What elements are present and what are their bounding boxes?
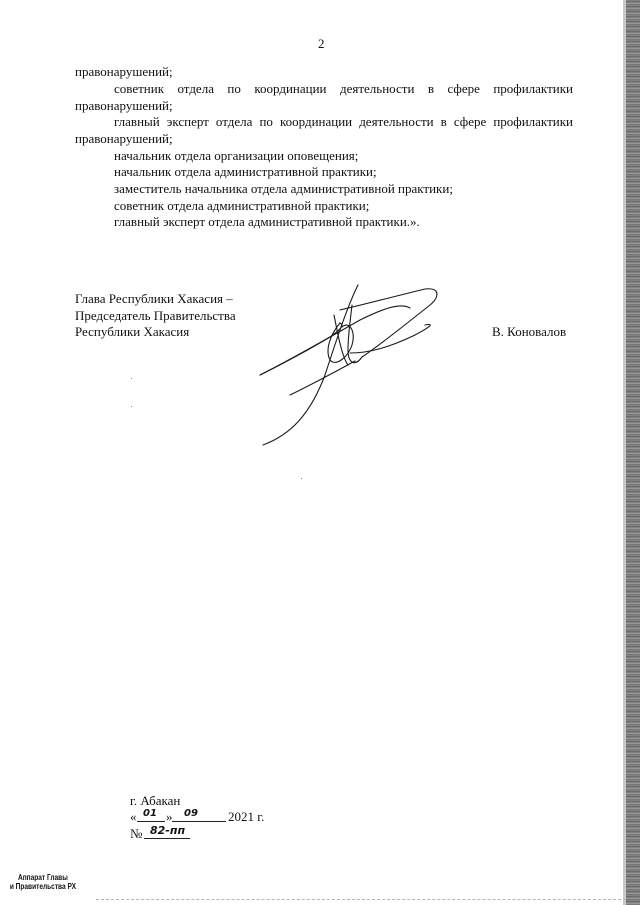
date-day: 01 xyxy=(143,808,157,819)
body-line: начальник отдела организации оповещения; xyxy=(114,148,359,163)
date-month-blank xyxy=(172,821,226,822)
date-close-quote: » xyxy=(166,809,173,824)
handwritten-signature xyxy=(230,275,470,450)
date-year: 2021 г. xyxy=(228,809,265,824)
body-line: начальник отдела административной практики; xyxy=(114,164,377,179)
body-line: правонарушений; xyxy=(75,64,173,79)
number-blank xyxy=(144,838,190,839)
body-line: заместитель начальника отдела административной практики; xyxy=(114,181,453,196)
stamp-line: Аппарат Главы xyxy=(17,873,68,882)
date-month: 09 xyxy=(184,808,198,819)
scan-speck xyxy=(301,478,302,479)
signatory-title-line: Республики Хакасия xyxy=(75,324,190,339)
body-line: главный эксперт отдела по координации деятельности в сфере профилактики xyxy=(114,114,573,129)
body-line: правонарушений; xyxy=(75,131,173,146)
scan-speck xyxy=(131,378,132,379)
date-day-blank xyxy=(137,821,165,822)
number-prefix: № xyxy=(130,826,143,841)
page-number: 2 xyxy=(318,36,325,51)
scan-edge xyxy=(626,0,640,905)
signatory-title-line: Глава Республики Хакасия – xyxy=(75,291,233,306)
body-line: правонарушений; xyxy=(75,98,173,113)
city: г. Абакан xyxy=(130,793,181,808)
stamp-line: и Правительства РХ xyxy=(9,882,76,891)
body-line: советник отдела административной практики; xyxy=(114,198,370,213)
body-line: советник отдела по координации деятельности в сфере профилактики xyxy=(114,81,573,96)
date-open-quote: « xyxy=(130,809,137,824)
document-number: 82-пп xyxy=(150,824,186,837)
scan-speck xyxy=(131,406,132,407)
body-line: главный эксперт отдела административной практики.». xyxy=(114,214,420,229)
signatory-name: В. Коновалов xyxy=(492,324,567,339)
office-stamp xyxy=(6,873,80,891)
scan-bottom-line xyxy=(96,899,626,900)
signatory-title-line: Председатель Правительства xyxy=(75,308,236,323)
